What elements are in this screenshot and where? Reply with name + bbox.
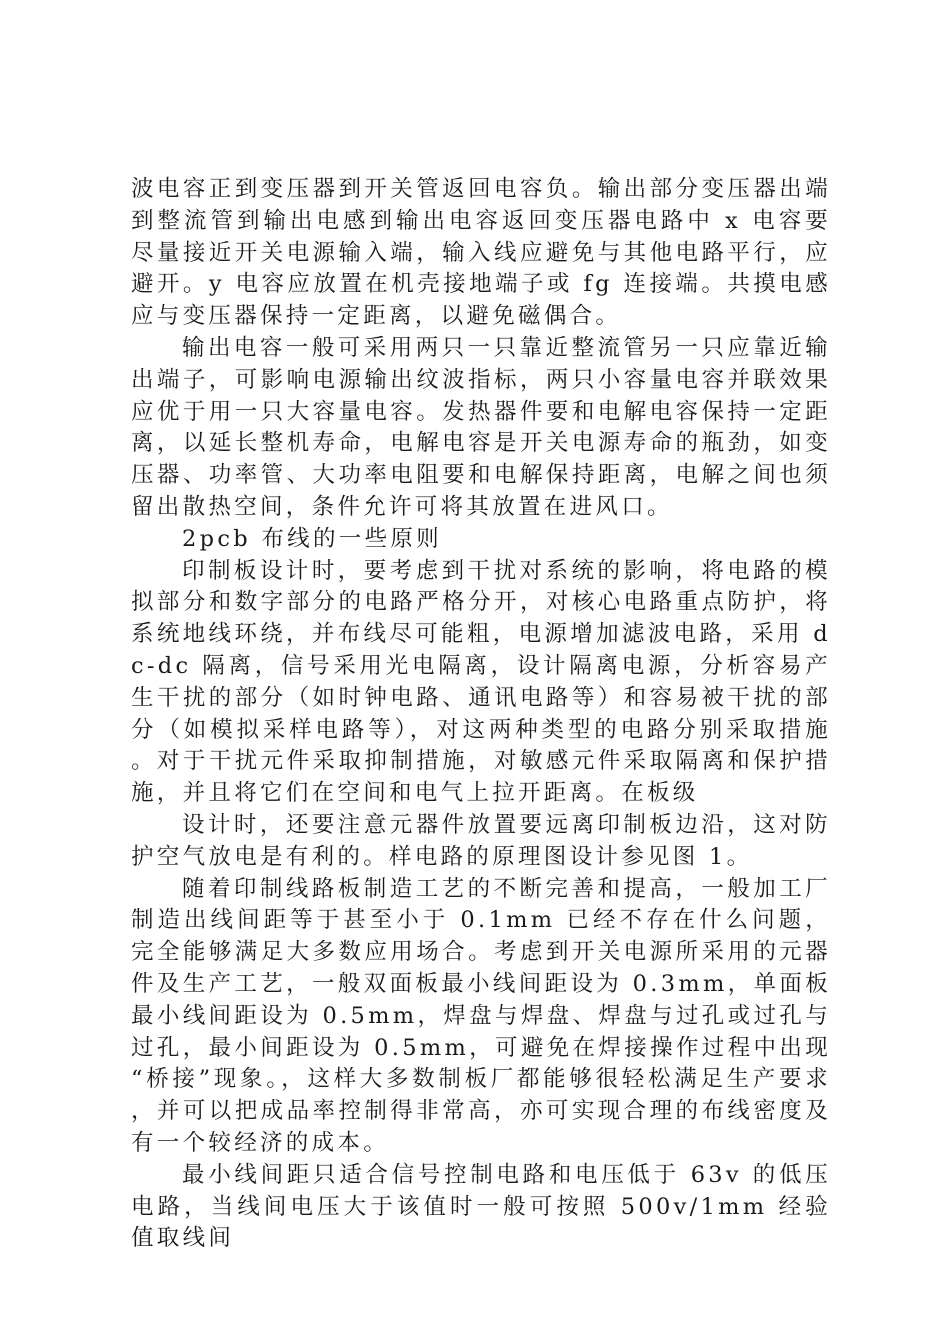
paragraph-6: 最小线间距只适合信号控制电路和电压低于 63v 的低压电路，当线间电压大于该值时一般可按照 500v/1mm 经验值取线间 xyxy=(131,1161,831,1252)
paragraph-1: 波电容正到变压器到开关管返回电容负。输出部分变压器出端到整流管到输出电感到输出电容返回变压器电路中 x 电容要尽量接近开关电源输入端，输入线应避免与其他电路平行，应避开。y 电容应放置在机壳接地端子或 fg 连接端。共摸电感应与变压器保持一定距离，以避免磁偶合。 xyxy=(131,176,831,330)
paragraph-5: 随着印制线路板制造工艺的不断完善和提高，一般加工厂制造出线间距等于甚至小于 0.1mm 已经不存在什么问题，完全能够满足大多数应用场合。考虑到开关电源所采用的元器件及生产工艺，一般双面板最小线间距设为 0.3mm，单面板最小线间距设为 0.5mm，焊盘与焊盘、焊盘与过孔或过孔与过孔，最小间距设为 0.5mm，可避免在焊接操作过程中出现“桥接”现象。，这样大多数制板厂都能够很轻松满足生产要求，并可以把成品率控制得非常高，亦可实现合理的布线密度及有一个较经济的成本。 xyxy=(131,875,831,1156)
section-heading: 2pcb 布线的一些原则 xyxy=(182,525,442,552)
document-body xyxy=(131,174,831,1255)
paragraph-4: 设计时，还要注意元器件放置要远离印制板边沿，这对防护空气放电是有利的。样电路的原理图设计参见图 1。 xyxy=(131,811,831,870)
paragraph-2: 输出电容一般可采用两只一只靠近整流管另一只应靠近输出端子，可影响电源输出纹波指标，两只小容量电容并联效果应优于用一只大容量电容。发热器件要和电解电容保持一定距离，以延长整机寿命，电解电容是开关电源寿命的瓶劲，如变压器、功率管、大功率电阻要和电解保持距离，电解之间也须留出散热空间，条件允许可将其放置在进风口。 xyxy=(131,334,831,520)
paragraph-3: 印制板设计时，要考虑到干扰对系统的影响，将电路的模拟部分和数字部分的电路严格分开，对核心电路重点防护，将系统地线环绕，并布线尽可能粗，电源增加滤波电路，采用 dc-dc 隔离，信号采用光电隔离，设计隔离电源，分析容易产生干扰的部分（如时钟电路、通讯电路等）和容易被干扰的部分（如模拟采样电路等），对这两种类型的电路分别采取措施。对于干扰元件采取抑制措施，对敏感元件采取隔离和保护措施，并且将它们在空间和电气上拉开距离。在板级 xyxy=(131,557,831,807)
